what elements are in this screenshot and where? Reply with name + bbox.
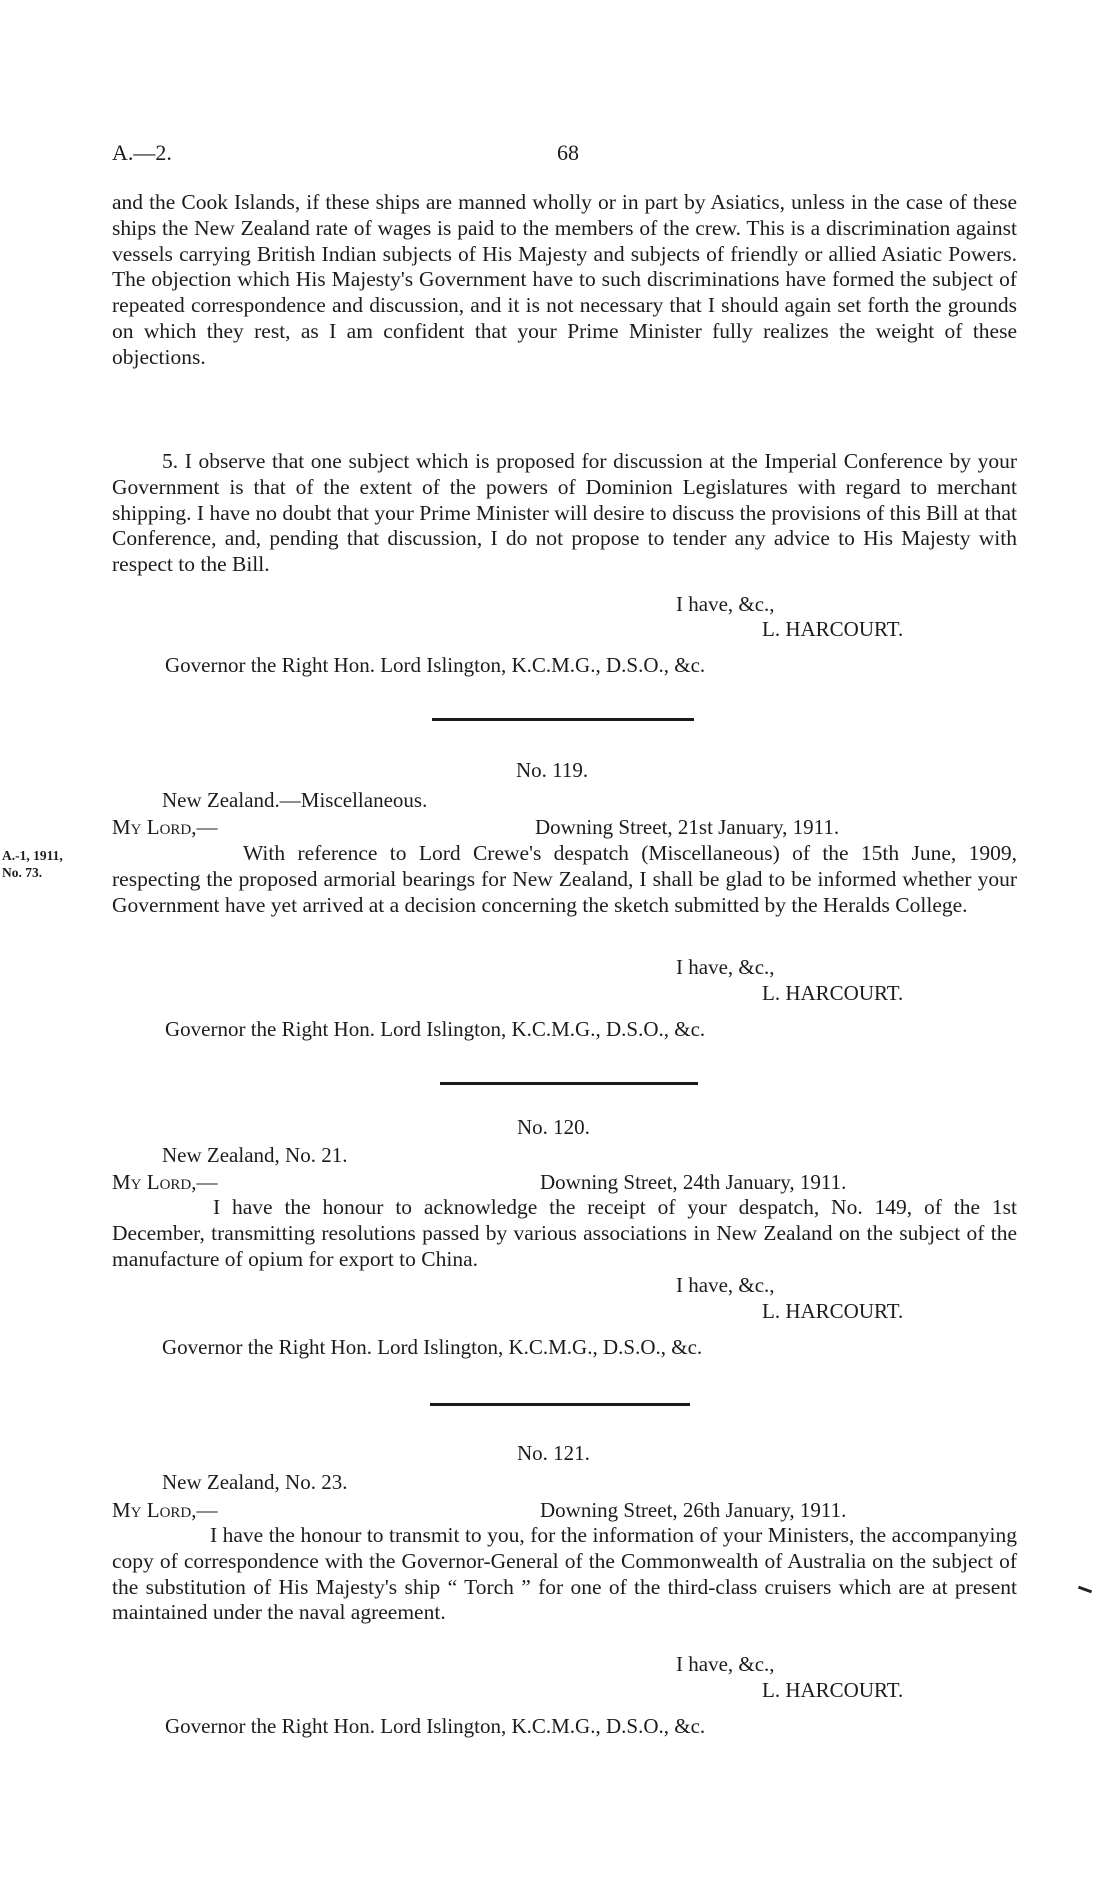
signature: L. HARCOURT. [762, 1299, 904, 1323]
closing: I have, &c., [676, 1273, 775, 1297]
signature: L. HARCOURT. [762, 981, 904, 1005]
margin-mark [1078, 1586, 1092, 1594]
despatch-number: No. 121. [517, 1441, 590, 1465]
addressee: Governor the Right Hon. Lord Islington, K.C.M.G., D.S.O., &c. [162, 1335, 703, 1359]
signature: L. HARCOURT. [762, 1678, 904, 1702]
separator-rule [440, 1082, 698, 1085]
addressee: Governor the Right Hon. Lord Islington, K.C.M.G., D.S.O., &c. [165, 1714, 706, 1738]
despatch-body: I have the honour to transmit to you, for the information of your Ministers, the accompanying copy of correspondence with the Governor-General of the Commonwealth of Australia on the subject of the substitution of His Majesty's ship “ Torch ” for one of the third-class cruisers which are at present maintained under the naval agreement. [112, 1523, 1017, 1625]
despatch-label: New Zealand, No. 21. [162, 1143, 348, 1167]
margin-note: A.-1, 1911, No. 73. [2, 848, 63, 880]
place-date: Downing Street, 24th January, 1911. [540, 1170, 847, 1194]
salutation: My Lord,— [112, 1170, 218, 1194]
continuation-paragraph-2: 5. I observe that one subject which is proposed for discussion at the Imperial Conference by your Government is that of the extent of the powers of Dominion Legislatures with regard to merchant shipping. I have no doubt that your Prime Minister will desire to discuss the provisions of this Bill at that Conference, and, pending that discussion, I do not propose to tender any advice to His Majesty with respect to the Bill. [112, 449, 1017, 577]
signature: L. HARCOURT. [762, 617, 904, 641]
salutation: My Lord,— [112, 815, 218, 839]
separator-rule [430, 1403, 690, 1406]
despatch-body: With reference to Lord Crewe's despatch (Miscellaneous) of the 15th June, 1909, respecting the proposed armorial bearings for New Zealand, I shall be glad to be informed whether your Government have yet arrived at a decision concerning the sketch submitted by the Heralds College. [112, 841, 1017, 917]
addressee: Governor the Right Hon. Lord Islington, K.C.M.G., D.S.O., &c. [165, 1017, 706, 1041]
continuation-paragraph-1: and the Cook Islands, if these ships are manned wholly or in part by Asiatics, unless in the case of these ships the New Zealand rate of wages is paid to the members of the crew. This is a discrimination against vessels carrying British Indian subjects of His Majesty and subjects of friendly or allied Asiatic Powers. The objection which His Majesty's Government have to such discriminations have formed the subject of repeated correspondence and discussion, and it is not necessary that I should again set forth the grounds on which they rest, as I am confident that your Prime Minister fully realizes the weight of these objections. [112, 190, 1017, 369]
despatch-number: No. 119. [516, 758, 589, 782]
despatch-label: New Zealand, No. 23. [162, 1470, 348, 1494]
addressee: Governor the Right Hon. Lord Islington, K.C.M.G., D.S.O., &c. [165, 653, 706, 677]
page-number: 68 [557, 140, 579, 165]
despatch-body: I have the honour to acknowledge the receipt of your despatch, No. 149, of the 1st December, transmitting resolutions passed by various associations in New Zealand on the subject of the manufacture of opium for export to China. [112, 1195, 1017, 1271]
closing: I have, &c., [676, 955, 775, 979]
closing: I have, &c., [676, 592, 775, 616]
separator-rule [432, 718, 694, 721]
despatch-label: New Zealand.—Miscellaneous. [162, 788, 428, 812]
page-reference: A.—2. [112, 140, 172, 165]
closing: I have, &c., [676, 1652, 775, 1676]
salutation: My Lord,— [112, 1498, 218, 1522]
place-date: Downing Street, 21st January, 1911. [535, 815, 840, 839]
despatch-number: No. 120. [517, 1115, 590, 1139]
place-date: Downing Street, 26th January, 1911. [540, 1498, 847, 1522]
